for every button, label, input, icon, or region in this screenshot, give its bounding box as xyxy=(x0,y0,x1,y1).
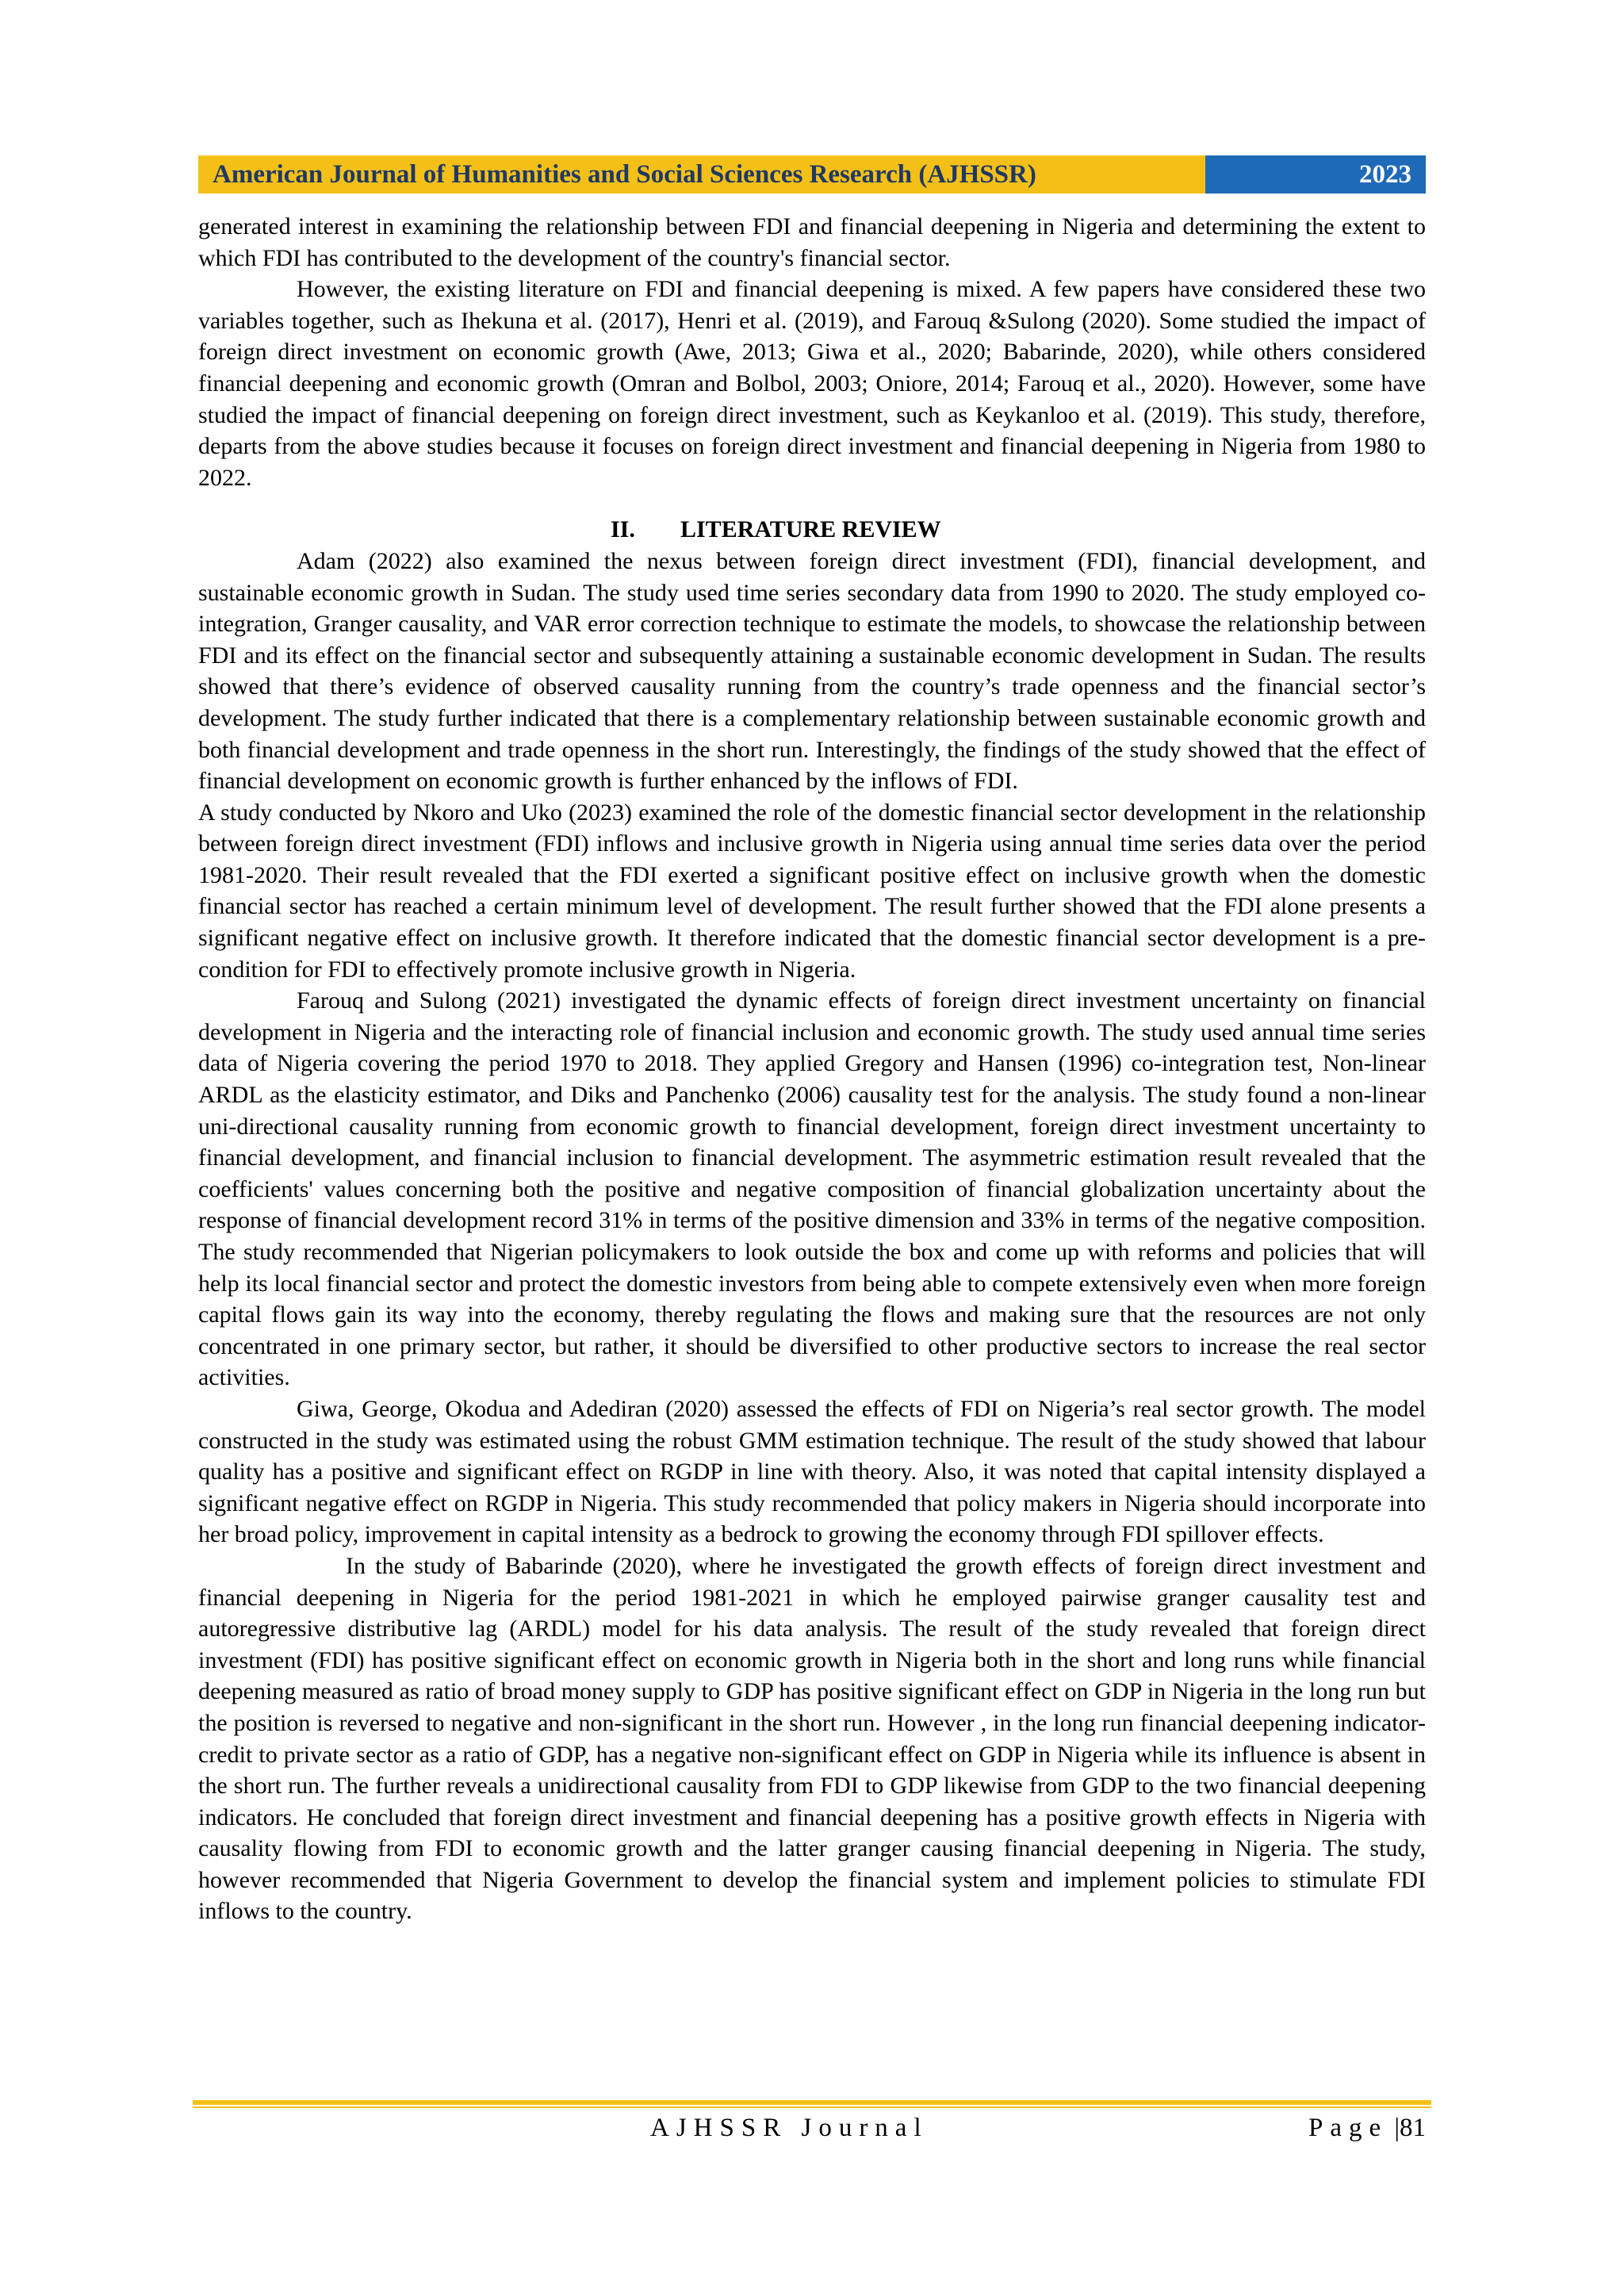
footer-page-label: Page xyxy=(1308,2114,1388,2142)
journal-year: 2023 xyxy=(1205,155,1426,194)
paragraph-adam-2022: Adam (2022) also examined the nexus between foreign direct investment (FDI), financial development, and sustainable economic growth in Sudan. The study used time series secondary data from 1990 to 2020. The study employed co-integration, Granger causality, and VAR error correction technique to estimate the models, to showcase the relationship between FDI and its effect on the financial sector and subsequently attaining a sustainable economic development in Sudan. The results showed that there’s evidence of observed causality running from the country’s trade openness and the financial sector’s development. The study further indicated that there is a complementary relationship between sustainable economic growth and both financial development and trade openness in the short run. Interestingly, the findings of the study showed that the effect of financial development on economic growth is further enhanced by the inflows of FDI. xyxy=(198,547,1426,795)
footer-journal-name: AJHSSR Journal xyxy=(650,2114,929,2142)
footer-page-separator: | xyxy=(1394,2114,1400,2142)
paragraph-giwa-2020: Giwa, George, Okodua and Adediran (2020) assessed the effects of FDI on Nigeria’s real sector growth. The model constructed in the study was estimated using the robust GMM estimation technique. The result of the study showed that labour quality has a positive and significant effect on RGDP in line with theory. Also, it was noted that capital intensity displayed a significant negative effect on RGDP in Nigeria. This study recommended that policy makers in Nigeria should incorporate into her broad policy, improvement in capital intensity as a bedrock to growing the economy through FDI spillover effects. xyxy=(198,1395,1426,1548)
section-title: LITERATURE REVIEW xyxy=(680,516,941,543)
paragraph-babarinde-2020: In the study of Babarinde (2020), where he investigated the growth effects of foreign direct investment and financial deepening in Nigeria for the period 1981-2021 in which he employed pairwise granger causality test and autoregressive distributive lag (ARDL) model for his data analysis. The result of the study revealed that foreign direct investment (FDI) has positive significant effect on economic growth in Nigeria both in the short and long runs while financial deepening measured as ratio of broad money supply to GDP has positive significant effect on GDP in Nigeria in the long run but the position is reversed to negative and non-significant in the short run. However , in the long run financial deepening indicator-credit to private sector as a ratio of GDP, has a negative non-significant effect on GDP in Nigeria while its influence is absent in the short run. The further reveals a unidirectional causality from FDI to GDP likewise from GDP to the two financial deepening indicators. He concluded that foreign direct investment and financial deepening has a positive growth effects in Nigeria with causality flowing from FDI to economic growth and the latter granger causing financial deepening in Nigeria. The study, however recommended that Nigeria Government to develop the financial system and implement policies to stimulate FDI inflows to the country. xyxy=(198,1552,1426,1925)
article-body xyxy=(198,211,1426,1927)
journal-header xyxy=(198,155,1426,194)
section-heading xyxy=(198,514,1426,546)
footer-rule xyxy=(193,2100,1431,2105)
paragraph-nkoro-uko-2023: A study conducted by Nkoro and Uko (2023) examined the role of the domestic financial sector development in the relationship between foreign direct investment (FDI) inflows and inclusive growth in Nigeria using annual time series data over the period 1981-2020. Their result revealed that the FDI exerted a significant positive effect on inclusive growth when the domestic financial sector has reached a certain minimum level of development. The result further showed that the FDI alone presents a significant negative effect on inclusive growth. It therefore indicated that the domestic financial sector development is a pre-condition for FDI to effectively promote inclusive growth in Nigeria. xyxy=(198,799,1426,983)
footer-page-value: 81 xyxy=(1400,2114,1426,2142)
footer-page-number xyxy=(1308,2110,1426,2145)
paragraph-farouq-sulong-2021: Farouq and Sulong (2021) investigated the dynamic effects of foreign direct investment uncertainty on financial development in Nigeria and the interacting role of financial inclusion and economic growth. The study used annual time series data of Nigeria covering the period 1970 to 2018. They applied Gregory and Hansen (1996) co-integration test, Non-linear ARDL as the elasticity estimator, and Diks and Panchenko (2006) causality test for the analysis. The study found a non-linear uni-directional causality running from economic growth to financial development, foreign direct investment uncertainty to financial development, and financial inclusion to financial development. The asymmetric estimation result revealed that the coefficients' values concerning both the positive and negative composition of financial globalization uncertainty about the response of financial development record 31% in terms of the positive dimension and 33% in terms of the negative composition. The study recommended that Nigerian policymakers to look outside the box and come up with reforms and policies that will help its local financial sector and protect the domestic investors from being able to compete extensively even when more foreign capital flows gain its way into the economy, thereby regulating the flows and making sure that the resources are not only concentrated in one primary sector, but rather, it should be diversified to other productive sectors to increase the real sector activities. xyxy=(198,987,1426,1391)
journal-title: American Journal of Humanities and Social Sciences Research (AJHSSR) xyxy=(198,155,1205,194)
footer-rule-thin xyxy=(193,2106,1431,2108)
paragraph-continuation: generated interest in examining the relationship between FDI and financial deepening in Nigeria and determining the extent to which FDI has contributed to the development of the country's financial sector. xyxy=(198,213,1426,271)
paragraph-existing-literature: However, the existing literature on FDI and financial deepening is mixed. A few papers have considered these two variables together, such as Ihekuna et al. (2017), Henri et al. (2019), and Farouq &Sulong (2020). Some studied the impact of foreign direct investment on economic growth (Awe, 2013; Giwa et al., 2020; Babarinde, 2020), while others considered financial deepening and economic growth (Omran and Bolbol, 2003; Oniore, 2014; Farouq et al., 2020). However, some have studied the impact of financial deepening on foreign direct investment, such as Keykanloo et al. (2019). This study, therefore, departs from the above studies because it focuses on foreign direct investment and financial deepening in Nigeria from 1980 to 2022. xyxy=(198,276,1426,491)
section-number: II. xyxy=(611,516,635,543)
